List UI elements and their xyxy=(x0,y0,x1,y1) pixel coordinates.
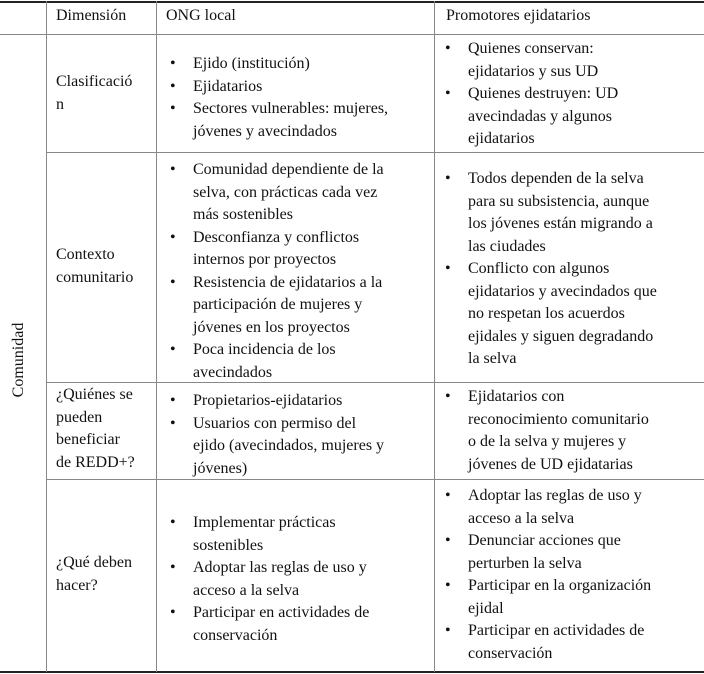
row-4-promotores-list xyxy=(441,485,703,665)
list-item: • Participar en actividades de conservación xyxy=(441,620,703,665)
list-item: • Usuarios con permiso del ejido (avecindados, mujeres y jóvenes) xyxy=(166,413,431,481)
list-item: • Ejido (institución) xyxy=(166,53,431,76)
row-4-ong-list xyxy=(166,512,431,647)
list-item: • Denunciar acciones que perturben la selva xyxy=(441,530,703,575)
list-item: • Quienes destruyen: UD avecindadas y algunos ejidatarios xyxy=(441,83,703,151)
row-1-dimension: Clasificació n xyxy=(56,73,133,113)
top-rule xyxy=(0,1,704,3)
header-ong: ONG local xyxy=(166,7,236,24)
list-item: • Adoptar las reglas de uso y acceso a la selva xyxy=(166,557,431,602)
list-item: • Desconfianza y conflictos internos por proyectos xyxy=(166,227,431,272)
header-dimension: Dimensión xyxy=(56,7,127,24)
list-item: • Adoptar las reglas de uso y acceso a la selva xyxy=(441,485,703,530)
header-rule xyxy=(0,34,704,35)
column-divider xyxy=(156,1,157,672)
row-3-ong-list xyxy=(166,390,431,480)
row-2-dimension: Contexto comunitario xyxy=(56,246,134,286)
column-divider xyxy=(434,1,435,672)
row-2-ong-list xyxy=(166,159,431,384)
list-item: • Propietarios-ejidatarios xyxy=(166,390,431,413)
list-item: • Participar en actividades de conservación xyxy=(166,602,431,647)
list-item: • Conflicto con algunos ejidatarios y avecindados que no respetan los acuerdos ejidales y siguen degradando la selva xyxy=(441,258,703,371)
list-item: • Ejidatarios con reconocimiento comunitario o de la selva y mujeres y jóvenes de UD ejidatarias xyxy=(441,386,703,476)
row-3-promotores-list xyxy=(441,386,703,476)
row-1-ong-list xyxy=(166,53,431,143)
list-item: • Poca incidencia de los avecindados xyxy=(166,339,431,384)
column-divider xyxy=(46,1,47,672)
list-item: • Quienes conservan: ejidatarios y sus UD xyxy=(441,38,703,83)
list-item: • Resistencia de ejidatarios a la participación de mujeres y jóvenes en los proyectos xyxy=(166,272,431,340)
row-divider xyxy=(46,152,704,153)
list-item: • Participar en la organización ejidal xyxy=(441,575,703,620)
row-2-promotores-list xyxy=(441,168,703,371)
list-item: • Sectores vulnerables: mujeres, jóvenes y avecindados xyxy=(166,98,431,143)
list-item: • Implementar prácticas sostenibles xyxy=(166,512,431,557)
list-item: • Todos dependen de la selva para su subsistencia, aunque los jóvenes están migrando a las ciudades xyxy=(441,168,703,258)
group-label: Comunidad xyxy=(10,322,27,398)
row-4-dimension: ¿Qué deben hacer? xyxy=(56,554,132,594)
list-item: • Ejidatarios xyxy=(166,76,431,99)
row-1-promotores-list xyxy=(441,38,703,151)
list-item: • Comunidad dependiente de la selva, con prácticas cada vez más sostenibles xyxy=(166,159,431,227)
bottom-rule xyxy=(0,671,704,673)
header-promotores: Promotores ejidatarios xyxy=(446,7,591,24)
row-3-dimension: ¿Quiénes se pueden beneficiar de REDD+? xyxy=(56,386,135,471)
